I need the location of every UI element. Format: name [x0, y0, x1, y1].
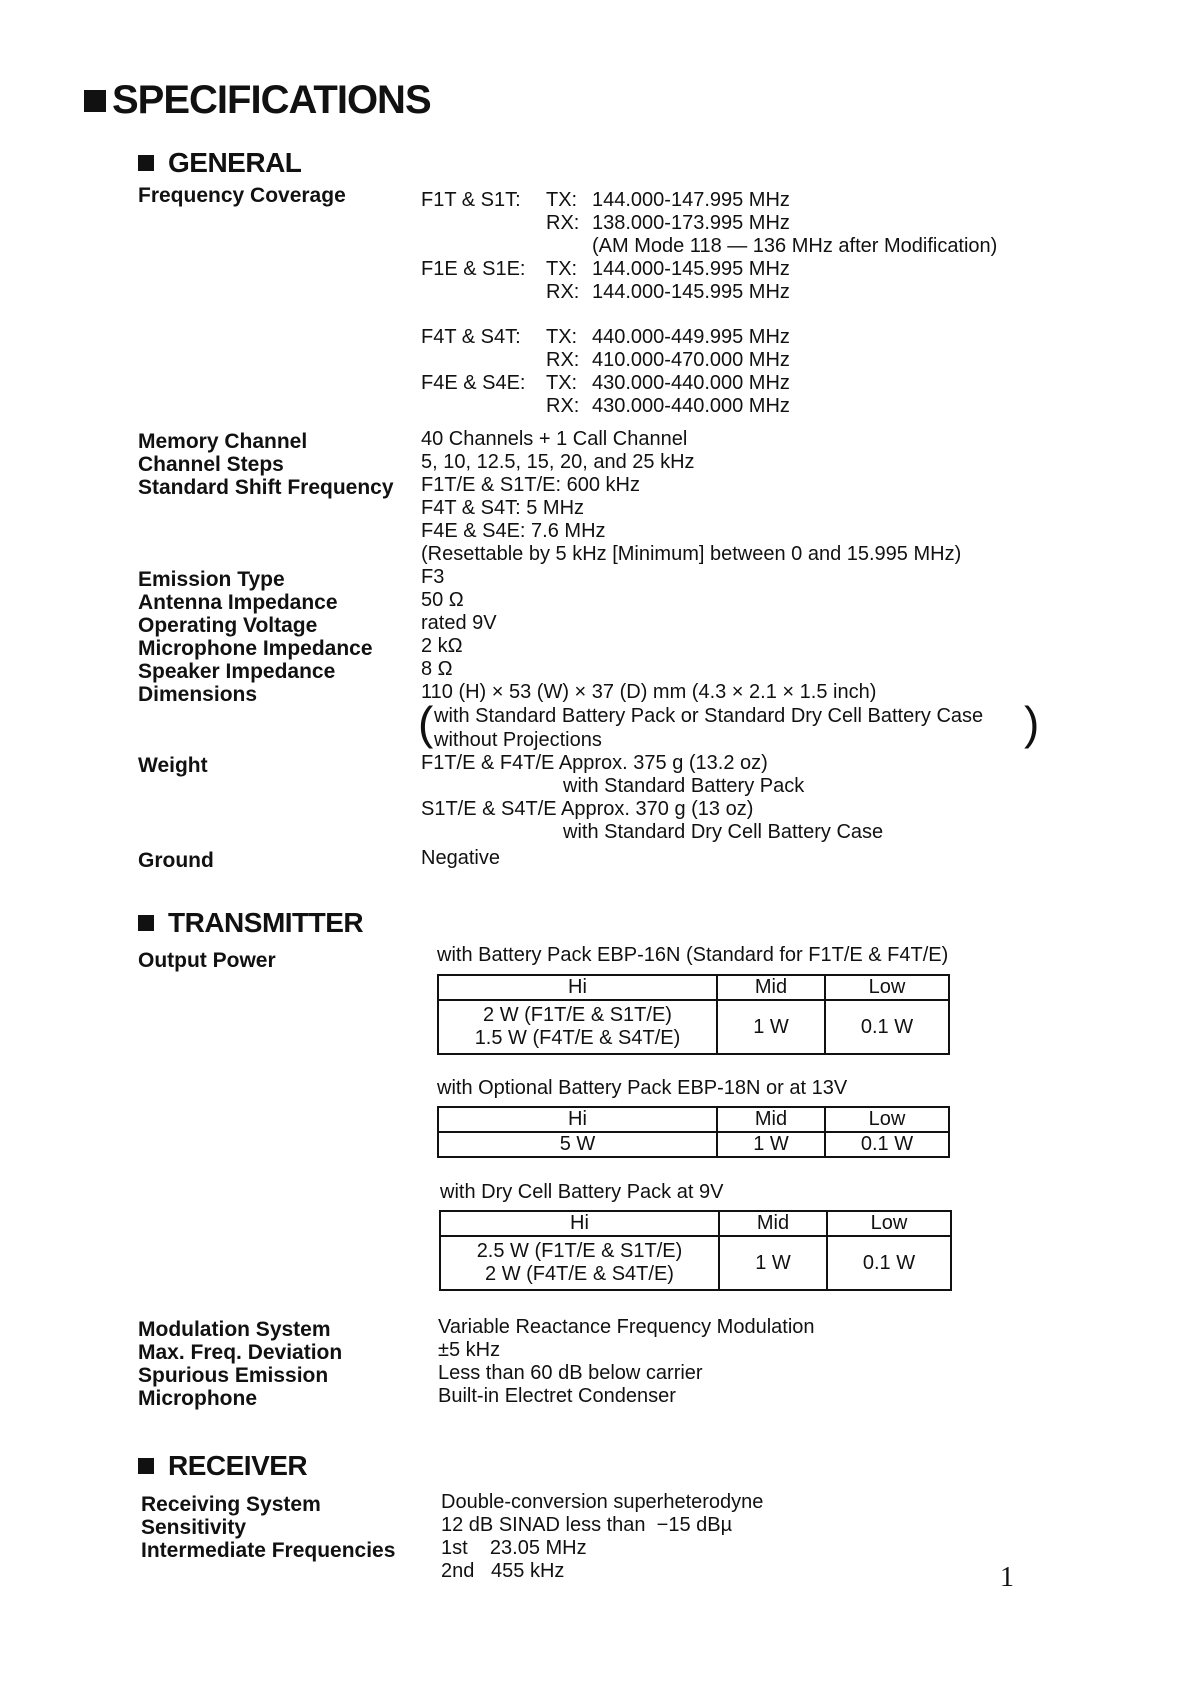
value-microphone: Built-in Electret Condenser: [438, 1385, 676, 1407]
output-power-table-1: [437, 974, 950, 1055]
section-transmitter-title: TRANSMITTER: [168, 907, 364, 938]
page-title: [84, 78, 431, 123]
section-general-title: GENERAL: [168, 147, 302, 178]
section-receiver: [138, 1450, 307, 1482]
frequency-direction: RX:: [546, 281, 580, 303]
page-number: 1: [1000, 1562, 1014, 1593]
value-weight-3: S1T/E & S4T/E Approx. 370 g (13 oz): [421, 798, 754, 820]
table-header-row: [438, 1107, 949, 1132]
table-row: [438, 1000, 949, 1054]
table-row: [440, 1236, 951, 1290]
label-modulation-system: Modulation System: [138, 1318, 331, 1341]
label-emission-type: Emission Type: [138, 568, 285, 591]
value-memory-channel: 40 Channels + 1 Call Channel: [421, 428, 688, 450]
value-weight-4: with Standard Dry Cell Battery Case: [563, 821, 884, 843]
output-power-table-2: [437, 1106, 950, 1158]
header-mid: Mid: [719, 1211, 827, 1236]
label-speaker-impedance: Speaker Impedance: [138, 660, 336, 683]
frequency-range: 440.000-449.995 MHz: [592, 326, 790, 348]
value-channel-steps: 5, 10, 12.5, 15, 20, and 25 kHz: [421, 451, 695, 473]
frequency-direction: TX:: [546, 258, 578, 280]
value-dimensions-note-1: with Standard Battery Pack or Standard Dry Cell Battery Case: [434, 705, 984, 727]
label-output-power: Output Power: [138, 949, 276, 972]
section-general: [138, 147, 301, 179]
value-max-freq-deviation: ±5 kHz: [438, 1339, 501, 1361]
cell-hi: [440, 1236, 719, 1290]
label-standard-shift: Standard Shift Frequency: [138, 476, 394, 499]
value-if-2nd: 2nd 455 kHz: [441, 1560, 565, 1582]
cell-low: 0.1 W: [827, 1236, 951, 1290]
cell-hi-line-2: 1.5 W (F4T/E & S4T/E): [474, 1027, 681, 1049]
section-receiver-title: RECEIVER: [168, 1450, 308, 1481]
header-mid: Mid: [717, 1107, 825, 1132]
frequency-row: [421, 258, 790, 281]
label-memory-channel: Memory Channel: [138, 430, 308, 453]
page-title-text: SPECIFICATIONS: [112, 78, 431, 122]
table-header-row: [438, 975, 949, 1000]
label-spurious-emission: Spurious Emission: [138, 1364, 329, 1387]
value-emission-type: F3: [421, 566, 445, 588]
table-row: [438, 1132, 949, 1157]
header-hi: Hi: [438, 1107, 717, 1132]
frequency-row: [421, 235, 997, 258]
label-max-freq-deviation: Max. Freq. Deviation: [138, 1341, 343, 1364]
value-antenna-impedance: 50 Ω: [421, 589, 464, 611]
cell-hi: 5 W: [438, 1132, 717, 1157]
value-shift-1: F1T/E & S1T/E: 600 kHz: [421, 474, 640, 496]
frequency-row: [421, 395, 790, 418]
header-low: Low: [825, 1107, 949, 1132]
label-ground: Ground: [138, 849, 214, 872]
value-speaker-impedance: 8 Ω: [421, 658, 453, 680]
value-operating-voltage: rated 9V: [421, 612, 497, 634]
value-if-1st: 1st 23.05 MHz: [441, 1537, 587, 1559]
frequency-model: F1E & S1E:: [421, 258, 526, 280]
header-low: Low: [825, 975, 949, 1000]
value-modulation-system: Variable Reactance Frequency Modulation: [438, 1316, 815, 1338]
cell-low: 0.1 W: [825, 1000, 949, 1054]
frequency-range: 144.000-145.995 MHz: [592, 281, 790, 303]
bullet-square-icon: [84, 90, 106, 112]
output-table-2-caption: with Optional Battery Pack EBP-18N or at 13V: [437, 1077, 848, 1099]
value-shift-2: F4T & S4T: 5 MHz: [421, 497, 585, 519]
output-power-table-3: [439, 1210, 952, 1291]
frequency-row: [421, 326, 790, 349]
cell-mid: 1 W: [719, 1236, 827, 1290]
label-receiving-system: Receiving System: [141, 1493, 321, 1516]
value-shift-4: (Resettable by 5 kHz [Minimum] between 0 and 15.995 MHz): [421, 543, 962, 565]
frequency-row: [421, 212, 790, 235]
label-weight: Weight: [138, 754, 208, 777]
label-intermediate-frequencies: Intermediate Frequencies: [141, 1539, 396, 1562]
header-hi: Hi: [438, 975, 717, 1000]
label-dimensions: Dimensions: [138, 683, 258, 706]
bullet-square-icon: [138, 915, 154, 931]
frequency-range: 144.000-147.995 MHz: [592, 189, 790, 211]
output-table-1-caption: with Battery Pack EBP-16N (Standard for F1T/E & F4T/E): [437, 944, 949, 966]
label-frequency-coverage: Frequency Coverage: [138, 184, 346, 207]
label-sensitivity: Sensitivity: [141, 1516, 247, 1539]
value-sensitivity: 12 dB SINAD less than −15 dBµ: [441, 1514, 733, 1536]
cell-hi-line-2: 2 W (F4T/E & S4T/E): [485, 1263, 674, 1285]
value-microphone-impedance: 2 kΩ: [421, 635, 463, 657]
value-weight-1: F1T/E & F4T/E Approx. 375 g (13.2 oz): [421, 752, 768, 774]
frequency-direction: RX:: [546, 212, 580, 234]
cell-low: 0.1 W: [825, 1132, 949, 1157]
value-dimensions-note-2: without Projections: [434, 729, 602, 751]
value-shift-3: F4E & S4E: 7.6 MHz: [421, 520, 606, 542]
frequency-direction: TX:: [546, 326, 578, 348]
table-header-row: [440, 1211, 951, 1236]
header-mid: Mid: [717, 975, 825, 1000]
output-table-3-caption: with Dry Cell Battery Pack at 9V: [440, 1181, 724, 1203]
frequency-range: (AM Mode 118 — 136 MHz after Modification): [592, 235, 998, 257]
header-low: Low: [827, 1211, 951, 1236]
value-receiving-system: Double-conversion superheterodyne: [441, 1491, 764, 1513]
bullet-square-icon: [138, 155, 154, 171]
header-hi: Hi: [440, 1211, 719, 1236]
frequency-direction: TX:: [546, 189, 578, 211]
value-spurious-emission: Less than 60 dB below carrier: [438, 1362, 703, 1384]
frequency-direction: RX:: [546, 349, 580, 371]
cell-hi-line-1: 2 W (F1T/E & S1T/E): [483, 1004, 672, 1026]
frequency-row: [421, 281, 790, 304]
cell-hi: [438, 1000, 717, 1054]
frequency-range: 144.000-145.995 MHz: [592, 258, 790, 280]
frequency-range: 138.000-173.995 MHz: [592, 212, 790, 234]
label-antenna-impedance: Antenna Impedance: [138, 591, 338, 614]
value-ground: Negative: [421, 847, 500, 869]
cell-mid: 1 W: [717, 1000, 825, 1054]
section-transmitter: [138, 907, 363, 939]
value-weight-2: with Standard Battery Pack: [563, 775, 805, 797]
cell-hi-line-1: 2.5 W (F1T/E & S1T/E): [476, 1240, 683, 1262]
frequency-direction: TX:: [546, 372, 578, 394]
label-operating-voltage: Operating Voltage: [138, 614, 318, 637]
frequency-row: [421, 372, 790, 395]
frequency-range: 430.000-440.000 MHz: [592, 372, 790, 394]
label-microphone-impedance: Microphone Impedance: [138, 637, 373, 660]
cell-mid: 1 W: [717, 1132, 825, 1157]
label-channel-steps: Channel Steps: [138, 453, 284, 476]
label-microphone: Microphone: [138, 1387, 257, 1410]
frequency-model: F4T & S4T:: [421, 326, 521, 348]
frequency-row: [421, 189, 790, 212]
frequency-direction: RX:: [546, 395, 580, 417]
left-brace: (: [418, 697, 434, 749]
frequency-model: F1T & S1T:: [421, 189, 521, 211]
frequency-row: [421, 349, 790, 372]
frequency-range: 410.000-470.000 MHz: [592, 349, 790, 371]
bullet-square-icon: [138, 1458, 154, 1474]
frequency-model: F4E & S4E:: [421, 372, 526, 394]
frequency-range: 430.000-440.000 MHz: [592, 395, 790, 417]
right-brace: ): [1024, 697, 1040, 749]
value-dimensions: 110 (H) × 53 (W) × 37 (D) mm (4.3 × 2.1 × 1.5 inch): [421, 681, 877, 703]
